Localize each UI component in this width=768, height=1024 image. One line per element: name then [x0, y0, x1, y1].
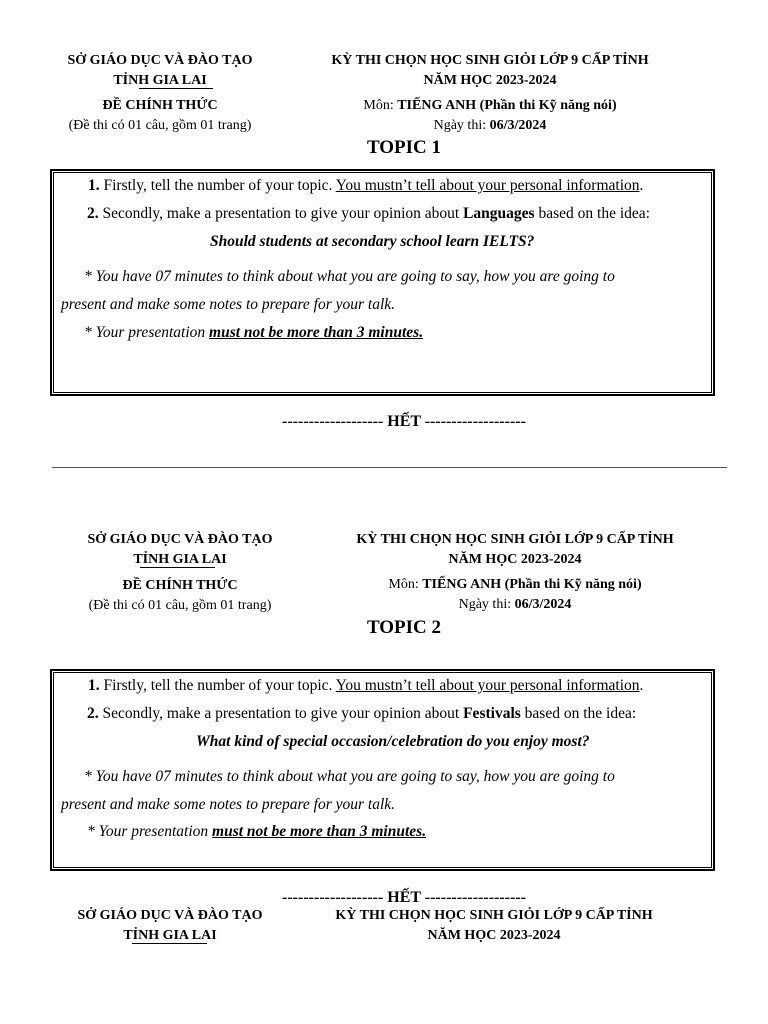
subject-line — [325, 575, 705, 595]
dept-name: SỞ GIÁO DỤC VÀ ĐÀO TẠO — [67, 53, 253, 68]
subject-value: TIẾNG ANH (Phần thi Kỹ năng nói) — [422, 577, 642, 592]
q1-warning: You mustn’t tell about your personal information — [335, 177, 640, 194]
q2-subject: Languages — [463, 205, 535, 222]
header-left-2 — [65, 576, 295, 616]
header-left — [60, 51, 260, 91]
header-right — [304, 906, 684, 946]
exam-title: KỲ THI CHỌN HỌC SINH GIỎI LỚP 9 CẤP TỈNH — [331, 53, 649, 68]
note-1-line-2: present and make some notes to prepare for your talk. — [61, 296, 396, 313]
exam-title: KỲ THI CHỌN HỌC SINH GIỎI LỚP 9 CẤP TỈNH — [356, 532, 674, 547]
province-underline — [132, 943, 207, 944]
header-left — [80, 530, 280, 570]
q2-number: 2. — [87, 205, 99, 222]
q1-warning: You mustn’t tell about your personal information — [335, 677, 640, 694]
q2-subject: Festivals — [463, 705, 521, 722]
date-line — [325, 595, 705, 615]
topic-idea: Should students at secondary school learn IELTS? — [210, 233, 535, 250]
q1-text: Firstly, tell the number of your topic. — [99, 677, 336, 694]
topic-idea: What kind of special occasion/celebration do you enjoy most? — [196, 733, 590, 750]
subject-label: Môn: — [388, 577, 423, 592]
topic-title: TOPIC 1 — [366, 137, 442, 158]
school-year: NĂM HỌC 2023-2024 — [427, 928, 561, 943]
q2-end: based on the idea: — [520, 705, 637, 722]
question-1 — [88, 677, 643, 695]
official-label: ĐỀ CHÍNH THỨC — [102, 98, 218, 113]
exam-title: KỲ THI CHỌN HỌC SINH GIỎI LỚP 9 CẤP TỈNH — [335, 908, 653, 923]
topic-box — [51, 670, 714, 870]
note-1-line-2: present and make some notes to prepare for your talk. — [61, 796, 396, 813]
note-2 — [84, 324, 423, 342]
q1-number: 1. — [88, 177, 100, 194]
q2-end: based on the idea: — [534, 205, 650, 222]
date-label: Ngày thi: — [458, 597, 515, 612]
page-separator — [52, 467, 727, 468]
question-2 — [87, 705, 636, 723]
dept-name: SỞ GIÁO DỤC VÀ ĐÀO TẠO — [77, 908, 263, 923]
q2-text: Secondly, make a presentation to give your opinion about — [98, 705, 464, 722]
note-2-limit: must not be more than 3 minutes. — [209, 324, 424, 341]
province-underline — [139, 88, 213, 89]
q1-end: . — [639, 677, 644, 694]
official-label: ĐỀ CHÍNH THỨC — [122, 578, 238, 593]
exam-page-3 — [0, 905, 768, 1024]
note-2-text: * Your presentation — [84, 324, 210, 341]
end-marker: ------------------- HẾT ------------------- — [282, 889, 526, 906]
date-line — [300, 116, 680, 136]
exam-page-1 — [0, 0, 768, 467]
date-value: 06/3/2024 — [489, 118, 547, 133]
province-underline — [140, 567, 215, 568]
end-marker: ------------------- HẾT ------------------- — [282, 413, 526, 430]
header-left — [70, 906, 270, 946]
subject-line — [300, 96, 680, 116]
q2-number: 2. — [87, 705, 99, 722]
q2-text: Secondly, make a presentation to give your opinion about — [98, 205, 464, 222]
subject-value: TIẾNG ANH (Phần thi Kỹ năng nói) — [397, 98, 617, 113]
note-2-limit: must not be more than 3 minutes. — [212, 823, 427, 840]
question-2 — [87, 205, 650, 223]
dept-name: SỞ GIÁO DỤC VÀ ĐÀO TẠO — [87, 532, 273, 547]
exam-note: (Đề thi có 01 câu, gồm 01 trang) — [68, 118, 252, 133]
topic-title: TOPIC 2 — [366, 617, 442, 638]
q1-number: 1. — [88, 677, 100, 694]
q1-text: Firstly, tell the number of your topic. — [99, 177, 336, 194]
school-year: NĂM HỌC 2023-2024 — [448, 552, 582, 567]
province-name: TỈNH GIA LAI — [113, 73, 207, 88]
date-value: 06/3/2024 — [514, 597, 572, 612]
header-left-2 — [45, 96, 275, 136]
subject-label: Môn: — [363, 98, 398, 113]
question-1 — [88, 177, 643, 195]
exam-page-2 — [0, 480, 768, 905]
province-name: TỈNH GIA LAI — [123, 928, 217, 943]
school-year: NĂM HỌC 2023-2024 — [423, 73, 557, 88]
header-right — [325, 530, 705, 615]
note-2 — [87, 823, 426, 841]
topic-box — [51, 170, 714, 395]
note-2-text: * Your presentation — [87, 823, 213, 840]
date-label: Ngày thi: — [433, 118, 490, 133]
q1-end: . — [639, 177, 644, 194]
note-1-line-1: * You have 07 minutes to think about what you are going to say, how you are going to — [84, 768, 615, 785]
header-right — [300, 51, 680, 136]
note-1-line-1: * You have 07 minutes to think about what you are going to say, how you are going to — [84, 268, 615, 285]
exam-note: (Đề thi có 01 câu, gồm 01 trang) — [88, 598, 272, 613]
province-name: TỈNH GIA LAI — [133, 552, 227, 567]
